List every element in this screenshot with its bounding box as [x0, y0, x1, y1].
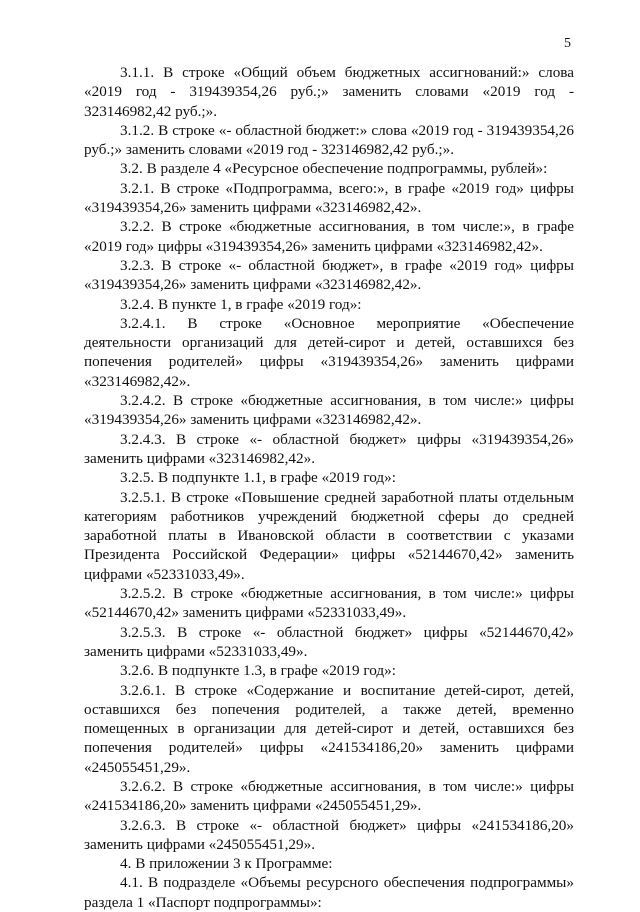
paragraph: 3.2.4. В пункте 1, в графе «2019 год»:	[120, 295, 362, 313]
paragraph: 3.2.5.3. В строке «- областной бюджет» цифры «52144670,42» заменить цифрами «52331033,49».	[84, 623, 574, 660]
paragraph: 3.1.1. В строке «Общий объем бюджетных ассигнований:» слова «2019 год - 319439354,26 руб.;» заменить словами «2019 год - 323146982,42 руб.;».	[84, 64, 574, 120]
paragraph: 3.2.4.2. В строке «бюджетные ассигнования, в том числе:» цифры «319439354,26» заменить цифрами «323146982,42».	[84, 392, 574, 429]
page-number: 5	[564, 36, 571, 51]
paragraph: 4. В приложении 3 к Программе:	[120, 855, 333, 873]
paragraph: 3.1.2. В строке «- областной бюджет:» слова «2019 год - 319439354,26 руб.;» заменить словами «2019 год - 323146982,42 руб.;».	[84, 121, 574, 159]
paragraph: 3.2.2. В строке «бюджетные ассигнования, в том числе:», в графе «2019 год» цифры «319439354,26» заменить цифрами «323146982,42».	[84, 218, 574, 255]
paragraph: 3.2.6.2. В строке «бюджетные ассигнования, в том числе:» цифры «241534186,20» заменить цифрами «245055451,29».	[84, 777, 574, 815]
document-body	[84, 63, 574, 912]
paragraph: 4.1. В подразделе «Объемы ресурсного обеспечения подпрограммы» раздела 1 «Паспорт подпрограммы»:	[84, 874, 574, 911]
paragraph: 3.2.1. В строке «Подпрограмма, всего:», в графе «2019 год» цифры «319439354,26» заменить цифрами «323146982,42».	[84, 179, 574, 217]
paragraph: 3.2.5.2. В строке «бюджетные ассигнования, в том числе:» цифры «52144670,42» заменить цифрами «52331033,49».	[84, 585, 574, 622]
paragraph: 3.2.5. В подпункте 1.1, в графе «2019 год»:	[120, 469, 396, 487]
paragraph: 3.2.4.1. В строке «Основное мероприятие «Обеспечение деятельности организаций для детей-сирот и детей, оставшихся без попечения родителей» цифры «319439354,26» заменить цифрами «323146982,42».	[84, 314, 574, 390]
paragraph: 3.2.6.3. В строке «- областной бюджет» цифры «241534186,20» заменить цифрами «245055451,29».	[84, 816, 574, 853]
paragraph: 3.2.4.3. В строке «- областной бюджет» цифры «319439354,26» заменить цифрами «323146982,42».	[84, 430, 574, 467]
paragraph: 3.2. В разделе 4 «Ресурсное обеспечение подпрограммы, рублей»:	[120, 160, 548, 178]
paragraph: 3.2.3. В строке «- областной бюджет», в графе «2019 год» цифры «319439354,26» заменить цифрами «323146982,42».	[84, 256, 574, 294]
paragraph: 3.2.6. В подпункте 1.3, в графе «2019 год»:	[120, 662, 396, 680]
paragraph: 3.2.6.1. В строке «Содержание и воспитание детей-сирот, детей, оставшихся без попечения родителей, а также детей, временно помещенных в организации для детей-сирот и детей, оставшихся без попечения родителей» цифры «241534186,20» заменить цифрами «245055451,29».	[84, 681, 574, 776]
paragraph: 3.2.5.1. В строке «Повышение средней заработной платы отдельным категориям работников учреждений бюджетной сферы до средней заработной платы в Ивановской области в соответствии с указами Президента Российской Федерации» цифры «52144670,42» заменить цифрами «52331033,49».	[84, 488, 574, 583]
